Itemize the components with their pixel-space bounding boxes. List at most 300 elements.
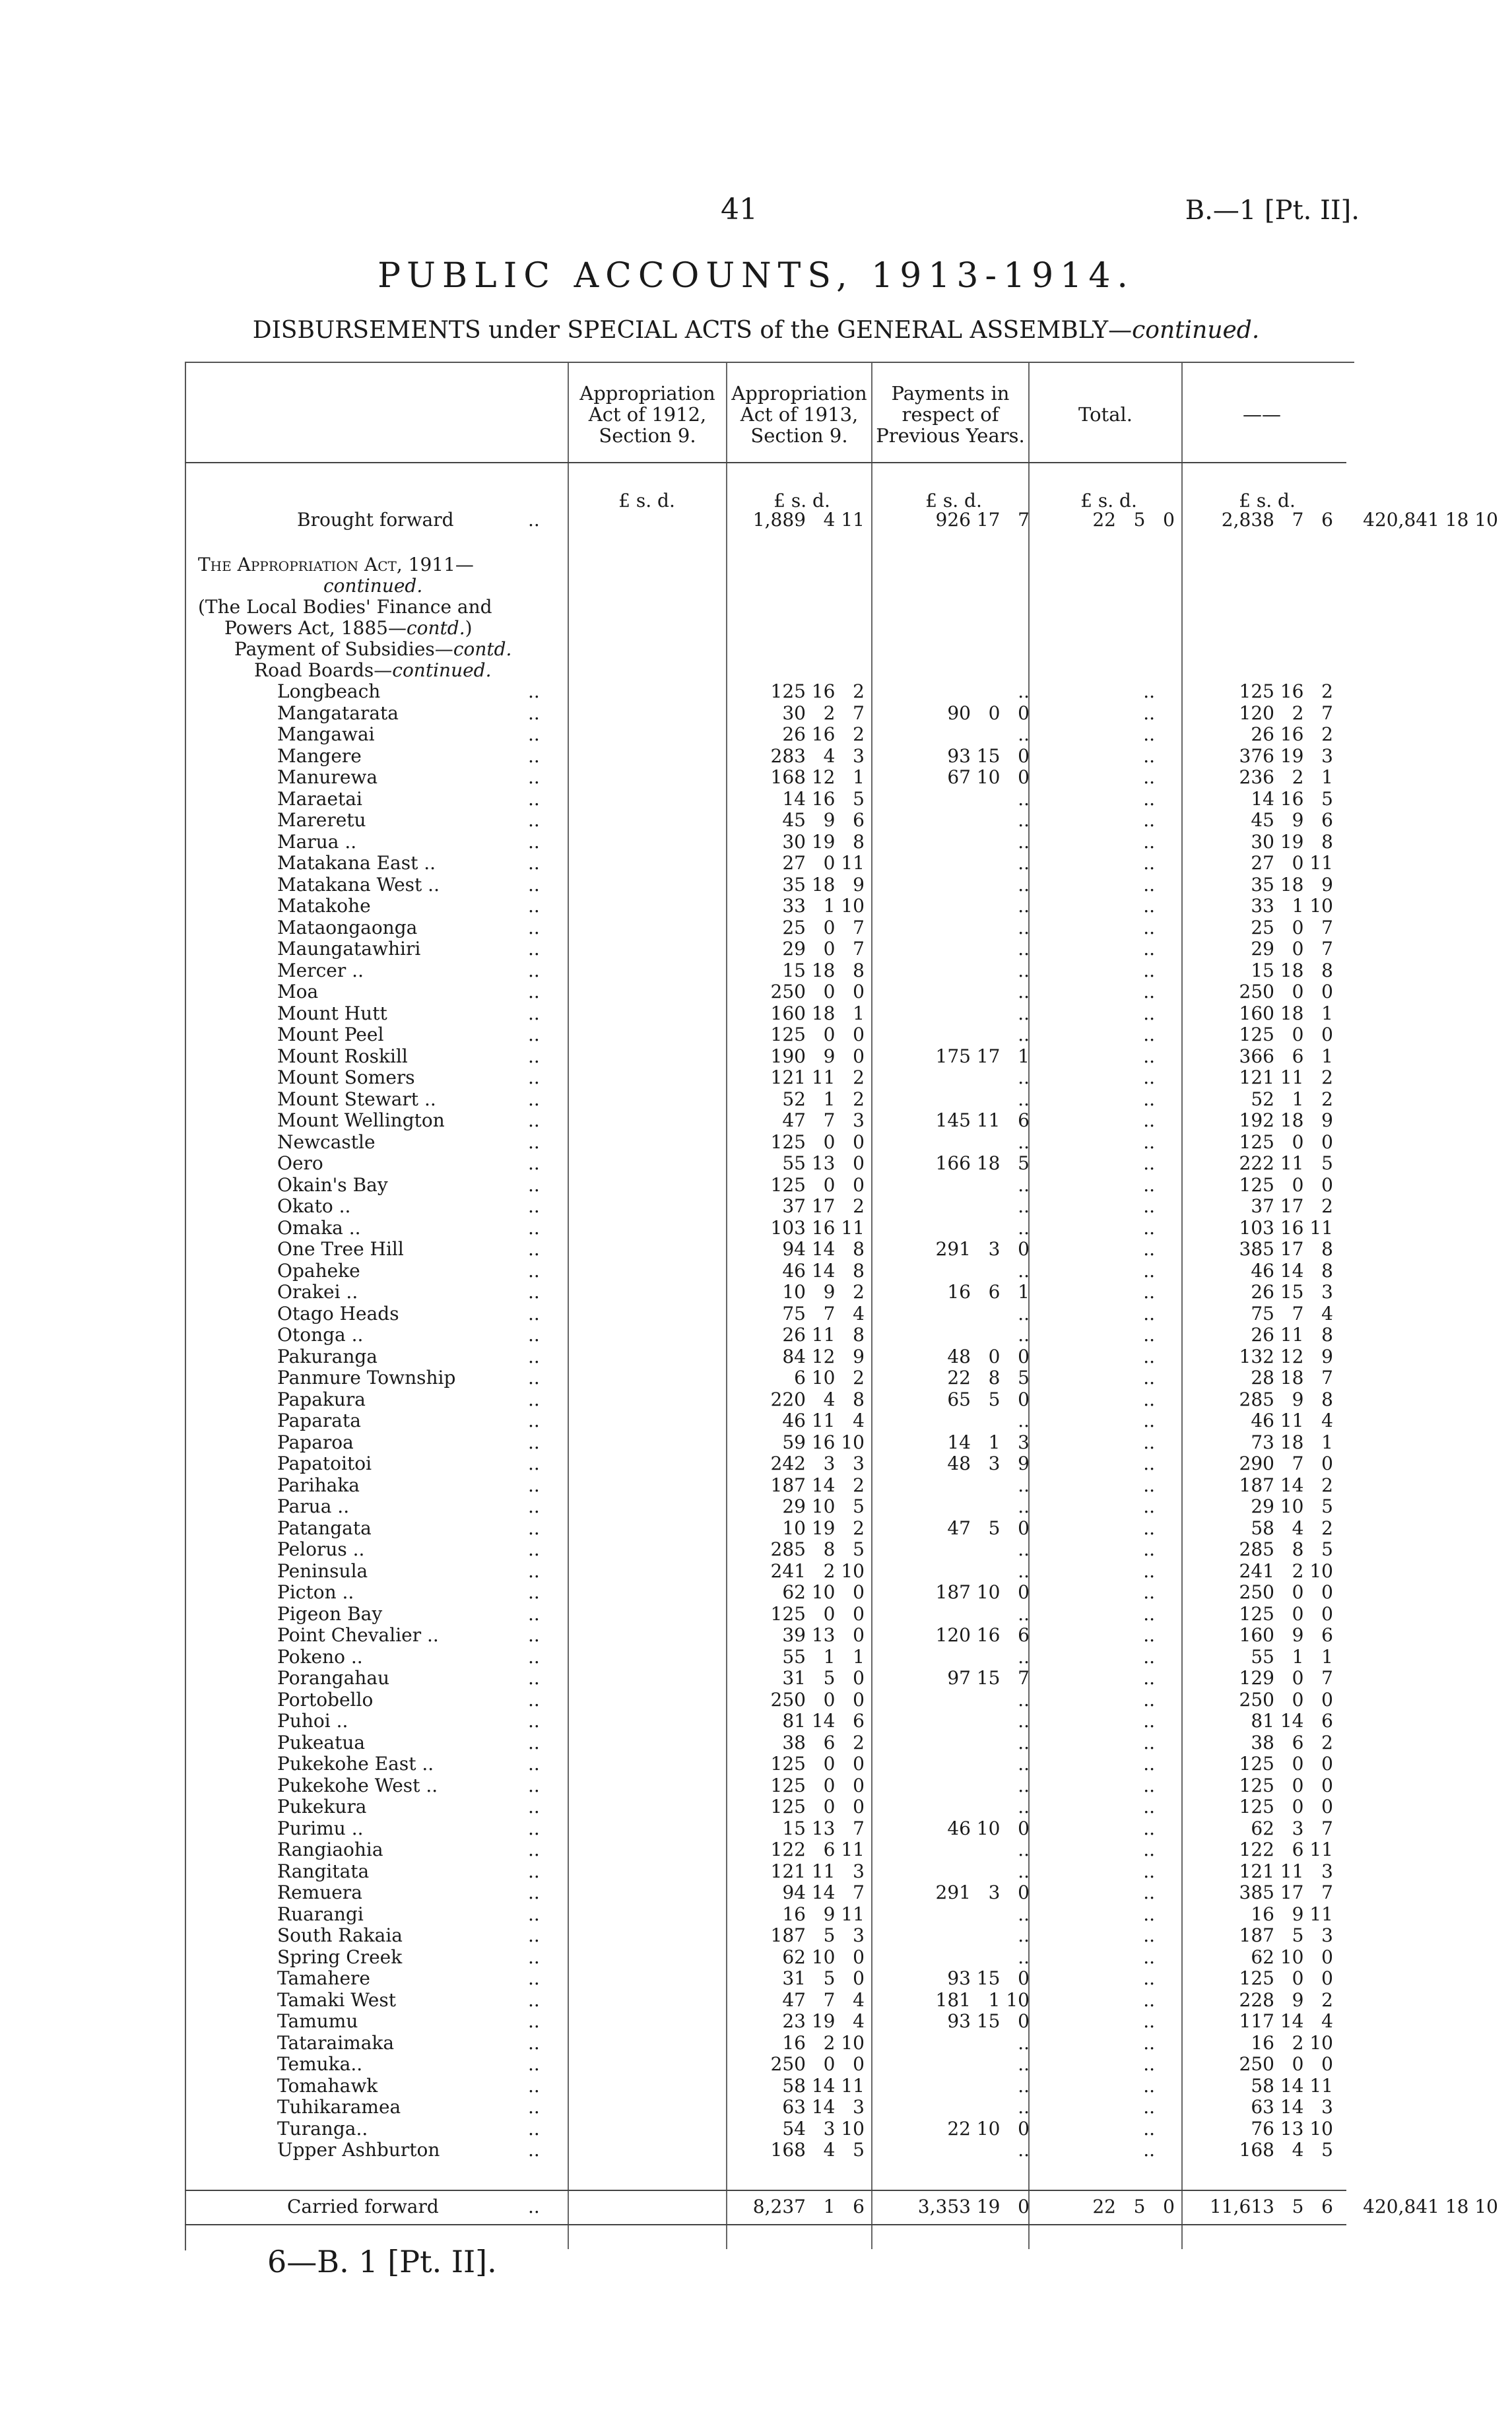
amount-total: 14 16 5 — [1251, 787, 1333, 810]
brought-forward-1912: 1,889 4 11 — [752, 509, 865, 531]
leader-dots: .. — [528, 1216, 540, 1239]
amount-1912: 285 8 5 — [770, 1538, 865, 1560]
brought-forward-previous: 22 5 0 — [1092, 509, 1175, 531]
leader-dots: .. — [528, 1817, 540, 1839]
leader-dots: .. — [528, 1602, 540, 1625]
row-name: Pukekohe West .. — [277, 1774, 438, 1796]
amount-total: 52 1 2 — [1251, 1088, 1333, 1110]
amount-previous: .. — [1143, 787, 1155, 810]
amount-total: 63 14 3 — [1251, 2096, 1333, 2118]
amount-previous: .. — [1143, 1581, 1155, 1603]
amount-1912: 30 2 7 — [782, 702, 865, 724]
leader-dots: .. — [528, 1495, 540, 1517]
row-name: Pukekura — [277, 1796, 367, 1818]
leader-dots: .. — [528, 1946, 540, 1968]
leader-dots: .. — [528, 1367, 540, 1389]
amount-1912: 37 17 2 — [782, 1195, 865, 1217]
amount-total: 29 0 7 — [1251, 938, 1333, 960]
amount-1912: 14 16 5 — [782, 787, 865, 810]
amount-1913: .. — [1018, 1688, 1030, 1711]
amount-1912: 30 19 8 — [782, 830, 865, 853]
amount-total: 125 0 0 — [1239, 1774, 1333, 1796]
amount-total: 250 0 0 — [1239, 981, 1333, 1002]
row-name: Tamahere — [277, 1967, 370, 1989]
amount-previous: .. — [1143, 852, 1155, 874]
amount-previous: .. — [1143, 2010, 1155, 2032]
amount-1912: 55 13 0 — [782, 1152, 865, 1174]
row-name: Panmure Township — [277, 1367, 456, 1389]
amount-1912: 26 11 8 — [782, 1324, 865, 1346]
local-bodies-act: Powers Act, 1885— — [224, 617, 407, 639]
amount-total: 125 0 0 — [1239, 1130, 1333, 1153]
amount-previous: .. — [1143, 1024, 1155, 1045]
amount-1913: .. — [1018, 1924, 1030, 1946]
table-row — [185, 832, 1353, 853]
amount-1913: 145 11 6 — [935, 1109, 1030, 1131]
amount-previous: .. — [1143, 1045, 1155, 1067]
amount-previous: .. — [1143, 1431, 1155, 1453]
leader-dots: .. — [528, 702, 540, 724]
leader-dots: .. — [528, 1281, 540, 1303]
amount-1913: .. — [1018, 723, 1030, 745]
header-total: Total. — [1078, 403, 1133, 426]
amount-1913: .. — [1018, 1259, 1030, 1282]
row-name: Otonga .. — [277, 1324, 364, 1346]
table-row — [185, 1904, 1353, 1925]
row-name: Peninsula — [277, 1559, 368, 1582]
amount-total: 46 14 8 — [1251, 1259, 1333, 1282]
row-name: One Tree Hill — [277, 1238, 404, 1260]
table-row — [185, 1410, 1353, 1431]
table-row — [185, 1003, 1353, 1024]
amount-previous: .. — [1143, 1517, 1155, 1539]
leader-dots: .. — [528, 766, 540, 788]
row-name: Manurewa — [277, 766, 378, 788]
row-name: Longbeach — [277, 680, 381, 702]
leader-dots: .. — [528, 1796, 540, 1818]
row-name: Mount Roskill — [277, 1045, 408, 1067]
amount-total: 250 0 0 — [1239, 1581, 1333, 1603]
leader-dots: .. — [528, 1109, 540, 1131]
amount-total: 25 0 7 — [1251, 916, 1333, 938]
amount-total: 35 18 9 — [1251, 873, 1333, 896]
amount-1912: 125 0 0 — [770, 1130, 865, 1153]
row-name: Pukeatua — [277, 1731, 366, 1753]
table-row — [185, 1968, 1353, 1989]
subtitle-continued: continued. — [1132, 317, 1260, 344]
amount-1913: 46 10 0 — [947, 1817, 1030, 1839]
amount-previous: .. — [1143, 895, 1155, 917]
amount-total: 187 14 2 — [1239, 1474, 1333, 1496]
amount-total: 27 0 11 — [1251, 852, 1333, 874]
leader-dots: .. — [528, 1024, 540, 1045]
amount-1912: 23 19 4 — [782, 2010, 865, 2032]
amount-previous: .. — [1143, 1367, 1155, 1389]
header-line: respect of — [902, 403, 999, 426]
row-name: Ruarangi — [277, 1903, 364, 1925]
amount-total: 76 13 10 — [1251, 2117, 1333, 2140]
amount-1913: .. — [1018, 1024, 1030, 1045]
amount-total: 160 9 6 — [1239, 1624, 1333, 1646]
table-row — [185, 874, 1353, 896]
leader-dots: .. — [528, 744, 540, 767]
row-name: Patangata — [277, 1517, 372, 1539]
amount-total: 33 1 10 — [1251, 895, 1333, 917]
table-row — [185, 1518, 1353, 1539]
page-number: 41 — [721, 193, 758, 226]
leader-dots: .. — [528, 959, 540, 981]
amount-1913: .. — [1018, 1538, 1030, 1560]
amount-previous: .. — [1143, 1645, 1155, 1668]
amount-1912: 168 4 5 — [770, 2139, 865, 2161]
row-name: Mount Stewart .. — [277, 1088, 436, 1110]
amount-previous: .. — [1143, 2074, 1155, 2097]
table-row — [185, 746, 1353, 767]
amount-previous: .. — [1143, 1946, 1155, 1968]
amount-1912: 125 16 2 — [770, 680, 865, 702]
amount-1913: 93 15 0 — [947, 744, 1030, 767]
carried-forward-1913: 3,353 19 0 — [917, 2196, 1030, 2217]
amount-previous: .. — [1143, 1388, 1155, 1410]
amount-1913: .. — [1018, 1731, 1030, 1753]
leader-dots: .. — [528, 1839, 540, 1860]
amount-1912: 250 0 0 — [770, 2053, 865, 2075]
table-row — [185, 1775, 1353, 1796]
local-bodies-contd: contd. — [406, 617, 465, 639]
table-row — [185, 896, 1353, 917]
brought-forward-1913: 926 17 7 — [935, 509, 1030, 531]
amount-total: 117 14 4 — [1239, 2010, 1333, 2032]
carried-forward-last: 420,841 18 10 — [1363, 2196, 1498, 2217]
row-name: Mareretu — [277, 809, 366, 831]
amount-previous: .. — [1143, 1259, 1155, 1282]
amount-total: 26 16 2 — [1251, 723, 1333, 745]
amount-previous: .. — [1143, 2139, 1155, 2161]
table-row — [185, 1582, 1353, 1603]
amount-total: 376 19 3 — [1239, 744, 1333, 767]
amount-1913: 48 3 9 — [947, 1453, 1030, 1474]
amount-1912: 125 0 0 — [770, 1602, 865, 1625]
row-name: Turanga.. — [277, 2117, 368, 2140]
leader-dots: .. — [528, 1173, 540, 1196]
amount-total: 46 11 4 — [1251, 1410, 1333, 1431]
carried-forward-row — [185, 2196, 1498, 2217]
leader-dots: .. — [528, 1903, 540, 1925]
amount-1912: 125 0 0 — [770, 1173, 865, 1196]
amount-1912: 31 5 0 — [782, 1667, 865, 1689]
table-row — [185, 1110, 1353, 1131]
amount-1912: 250 0 0 — [770, 981, 865, 1002]
carried-forward-rule-top — [185, 2190, 1346, 2191]
amount-1913: .. — [1018, 1195, 1030, 1217]
header-approp-1912 — [569, 383, 726, 446]
leader-dots: .. — [528, 1195, 540, 1217]
amount-previous: .. — [1143, 1002, 1155, 1024]
amount-previous: .. — [1143, 1324, 1155, 1346]
amount-total: 45 9 6 — [1251, 809, 1333, 831]
table-row — [185, 1818, 1353, 1839]
amount-1912: 94 14 8 — [782, 1238, 865, 1260]
header-previous-years — [872, 383, 1028, 446]
table-row — [185, 960, 1353, 981]
amount-1912: 46 11 4 — [782, 1410, 865, 1431]
table-row — [185, 1432, 1353, 1453]
amount-total: 129 0 7 — [1239, 1667, 1333, 1689]
header-rule — [185, 462, 1346, 463]
table-row — [185, 1239, 1353, 1260]
leader-dots: .. — [528, 2117, 540, 2140]
amount-1913: 181 1 10 — [935, 1988, 1030, 2011]
amount-1913: .. — [1018, 895, 1030, 917]
table-row — [185, 1153, 1353, 1174]
amount-1912: 125 0 0 — [770, 1024, 865, 1045]
amount-1913: 65 5 0 — [947, 1388, 1030, 1410]
row-name: Okato .. — [277, 1195, 351, 1217]
header-line: Appropriation — [579, 382, 715, 405]
amount-1913: 16 6 1 — [947, 1281, 1030, 1303]
leader-dots: .. — [528, 1431, 540, 1453]
amount-1913: .. — [1018, 1796, 1030, 1818]
leader-dots: .. — [528, 1517, 540, 1539]
amount-1912: 55 1 1 — [782, 1645, 865, 1668]
table-row — [185, 1839, 1353, 1860]
amount-1913: .. — [1018, 1903, 1030, 1925]
row-name: Orakei .. — [277, 1281, 358, 1303]
row-name: Newcastle — [277, 1130, 376, 1153]
amount-previous: .. — [1143, 1839, 1155, 1860]
row-name: Picton .. — [277, 1581, 354, 1603]
amount-1912: 38 6 2 — [782, 1731, 865, 1753]
amount-1912: 62 10 0 — [782, 1946, 865, 1968]
amount-1913: .. — [1018, 873, 1030, 896]
leader-dots: .. — [528, 1152, 540, 1174]
leader-dots: .. — [528, 895, 540, 917]
leader-dots: .. — [528, 1753, 540, 1775]
row-name: Spring Creek — [277, 1946, 403, 1968]
table-row — [185, 1882, 1353, 1903]
amount-previous: .. — [1143, 1216, 1155, 1239]
amount-1913: 291 3 0 — [935, 1882, 1030, 1903]
row-name: Point Chevalier .. — [277, 1624, 439, 1646]
row-name: Marua .. — [277, 830, 357, 853]
amount-1912: 84 12 9 — [782, 1345, 865, 1367]
row-name: Upper Ashburton — [277, 2139, 440, 2161]
amount-1912: 121 11 2 — [770, 1066, 865, 1088]
leader-dots: .. — [528, 2053, 540, 2075]
row-name: Pakuranga — [277, 1345, 378, 1367]
amount-1912: 25 0 7 — [782, 916, 865, 938]
leader-dots: .. — [528, 1581, 540, 1603]
amount-previous: .. — [1143, 938, 1155, 960]
row-name: Tamumu — [277, 2010, 358, 2032]
table-row — [185, 789, 1353, 810]
amount-1912: 54 3 10 — [782, 2117, 865, 2140]
carried-forward-rule-bottom — [185, 2224, 1346, 2225]
table-row — [185, 1196, 1353, 1217]
amount-total: 121 11 2 — [1239, 1066, 1333, 1088]
amount-1913: .. — [1018, 1753, 1030, 1775]
amount-1912: 52 1 2 — [782, 1088, 865, 1110]
table-row — [185, 2054, 1353, 2075]
amount-1912: 10 19 2 — [782, 1517, 865, 1539]
amount-1912: 62 10 0 — [782, 1581, 865, 1603]
table-row — [185, 1990, 1353, 2011]
table-row — [185, 1732, 1353, 1753]
amount-1912: 26 16 2 — [782, 723, 865, 745]
table-row — [185, 1389, 1353, 1410]
amount-1912: 94 14 7 — [782, 1882, 865, 1903]
leader-dots: .. — [528, 916, 540, 938]
amount-1913: .. — [1018, 959, 1030, 981]
amount-1912: 33 1 10 — [782, 895, 865, 917]
amount-previous: .. — [1143, 1195, 1155, 1217]
amount-total: 125 0 0 — [1239, 1024, 1333, 1045]
amount-1912: 103 16 11 — [770, 1216, 865, 1239]
amount-total: 125 0 0 — [1239, 1796, 1333, 1818]
table-row — [185, 938, 1353, 960]
currency-header: £ s. d. — [1080, 490, 1137, 511]
amount-1912: 6 10 2 — [794, 1367, 865, 1389]
amount-total: 125 16 2 — [1239, 680, 1333, 702]
amount-1912: 16 9 11 — [782, 1903, 865, 1925]
amount-total: 121 11 3 — [1239, 1860, 1333, 1882]
amount-total: 103 16 11 — [1239, 1216, 1333, 1239]
amount-previous: .. — [1143, 830, 1155, 853]
amount-total: 26 15 3 — [1251, 1281, 1333, 1303]
table-row — [185, 1561, 1353, 1582]
amount-previous: .. — [1143, 1281, 1155, 1303]
leader-dots: .. — [528, 938, 540, 960]
leader-dots: .. — [528, 1345, 540, 1367]
amount-previous: .. — [1143, 1817, 1155, 1839]
amount-previous: .. — [1143, 809, 1155, 831]
table-row — [185, 2118, 1353, 2140]
amount-1912: 220 4 8 — [770, 1388, 865, 1410]
amount-1913: .. — [1018, 1946, 1030, 1968]
amount-previous: .. — [1143, 680, 1155, 702]
amount-1913: 67 10 0 — [947, 766, 1030, 788]
currency-header: £ s. d. — [925, 490, 982, 511]
subsidies-contd: contd. — [453, 638, 512, 660]
amount-previous: .. — [1143, 1173, 1155, 1196]
leader-dots: .. — [528, 1967, 540, 1989]
leader-dots: .. — [528, 1624, 540, 1646]
table-row — [185, 2033, 1353, 2054]
amount-1913: .. — [1018, 2096, 1030, 2118]
row-name: Matakana West .. — [277, 873, 440, 896]
amount-1913: .. — [1018, 1839, 1030, 1860]
amount-1912: 47 7 3 — [782, 1109, 865, 1131]
row-name: Opaheke — [277, 1259, 360, 1282]
brought-forward-last: 420,841 18 10 — [1363, 509, 1498, 531]
row-name: Temuka.. — [277, 2053, 363, 2075]
amount-previous: .. — [1143, 1753, 1155, 1775]
amount-previous: .. — [1143, 1924, 1155, 1946]
amount-total: 250 0 0 — [1239, 1688, 1333, 1711]
table-row — [185, 1604, 1353, 1625]
page-subtitle — [0, 317, 1512, 344]
amount-previous: .. — [1143, 1731, 1155, 1753]
amount-total: 385 17 8 — [1239, 1238, 1333, 1260]
table-row — [185, 2011, 1353, 2032]
amount-1913: .. — [1018, 2139, 1030, 2161]
leader-dots: .. — [528, 830, 540, 853]
row-name: Tamaki West — [277, 1988, 396, 2011]
amount-1913: .. — [1018, 1066, 1030, 1088]
amount-1913: 97 15 7 — [947, 1667, 1030, 1689]
row-name: Mangere — [277, 744, 362, 767]
amount-total: 285 9 8 — [1239, 1388, 1333, 1410]
amount-1913: .. — [1018, 1559, 1030, 1582]
header-line: Previous Years. — [876, 424, 1025, 447]
row-name: Parihaka — [277, 1474, 360, 1496]
table-row — [185, 1689, 1353, 1711]
subsidies-heading — [234, 639, 511, 660]
amount-1913: .. — [1018, 1645, 1030, 1668]
table-row — [185, 981, 1353, 1002]
amount-total: 125 0 0 — [1239, 1967, 1333, 1989]
row-name: Mangawai — [277, 723, 375, 745]
table-row — [185, 767, 1353, 788]
table-row — [185, 1647, 1353, 1668]
leader-dots: .. — [528, 2074, 540, 2097]
table-row — [185, 681, 1353, 702]
act-heading: The Appropriation Act, 1911— — [198, 554, 474, 575]
table-row — [185, 2140, 1353, 2161]
leader-dots: .. — [528, 1988, 540, 2011]
row-name: Oero — [277, 1152, 323, 1174]
currency-header: £ s. d. — [618, 490, 675, 511]
leader-dots: .. — [528, 809, 540, 831]
row-name: Otago Heads — [277, 1302, 399, 1325]
amount-1912: 16 2 10 — [782, 2031, 865, 2054]
table-row — [185, 1668, 1353, 1689]
amount-previous: .. — [1143, 1345, 1155, 1367]
amount-1912: 187 5 3 — [770, 1924, 865, 1946]
amount-previous: .. — [1143, 2031, 1155, 2054]
amount-1912: 15 18 8 — [782, 959, 865, 981]
amount-1913: .. — [1018, 852, 1030, 874]
header-line: Section 9. — [599, 424, 696, 447]
row-name: Mataongaonga — [277, 916, 418, 938]
amount-1913: .. — [1018, 809, 1030, 831]
amount-previous: .. — [1143, 2053, 1155, 2075]
amount-previous: .. — [1143, 1410, 1155, 1431]
amount-1913: .. — [1018, 1495, 1030, 1517]
amount-1913: .. — [1018, 1302, 1030, 1325]
table-row — [185, 1496, 1353, 1517]
row-name: Remuera — [277, 1882, 362, 1903]
amount-total: 290 7 0 — [1239, 1453, 1333, 1474]
amount-1913: 166 18 5 — [935, 1152, 1030, 1174]
row-name: Matakana East .. — [277, 852, 436, 874]
row-name: Papatoitoi — [277, 1453, 372, 1474]
leader-dots: .. — [528, 1731, 540, 1753]
table-row — [185, 1796, 1353, 1818]
amount-1912: 29 0 7 — [782, 938, 865, 960]
table-row — [185, 703, 1353, 724]
amount-previous: .. — [1143, 1130, 1155, 1153]
leader-dots: .. — [528, 1774, 540, 1796]
amount-previous: .. — [1143, 1238, 1155, 1260]
table-row — [185, 2076, 1353, 2097]
amount-1913: 93 15 0 — [947, 1967, 1030, 1989]
amount-previous: .. — [1143, 1453, 1155, 1474]
amount-total: 15 18 8 — [1251, 959, 1333, 981]
leader-dots: .. — [528, 2031, 540, 2054]
amount-1913: .. — [1018, 1410, 1030, 1431]
amount-total: 285 8 5 — [1239, 1538, 1333, 1560]
